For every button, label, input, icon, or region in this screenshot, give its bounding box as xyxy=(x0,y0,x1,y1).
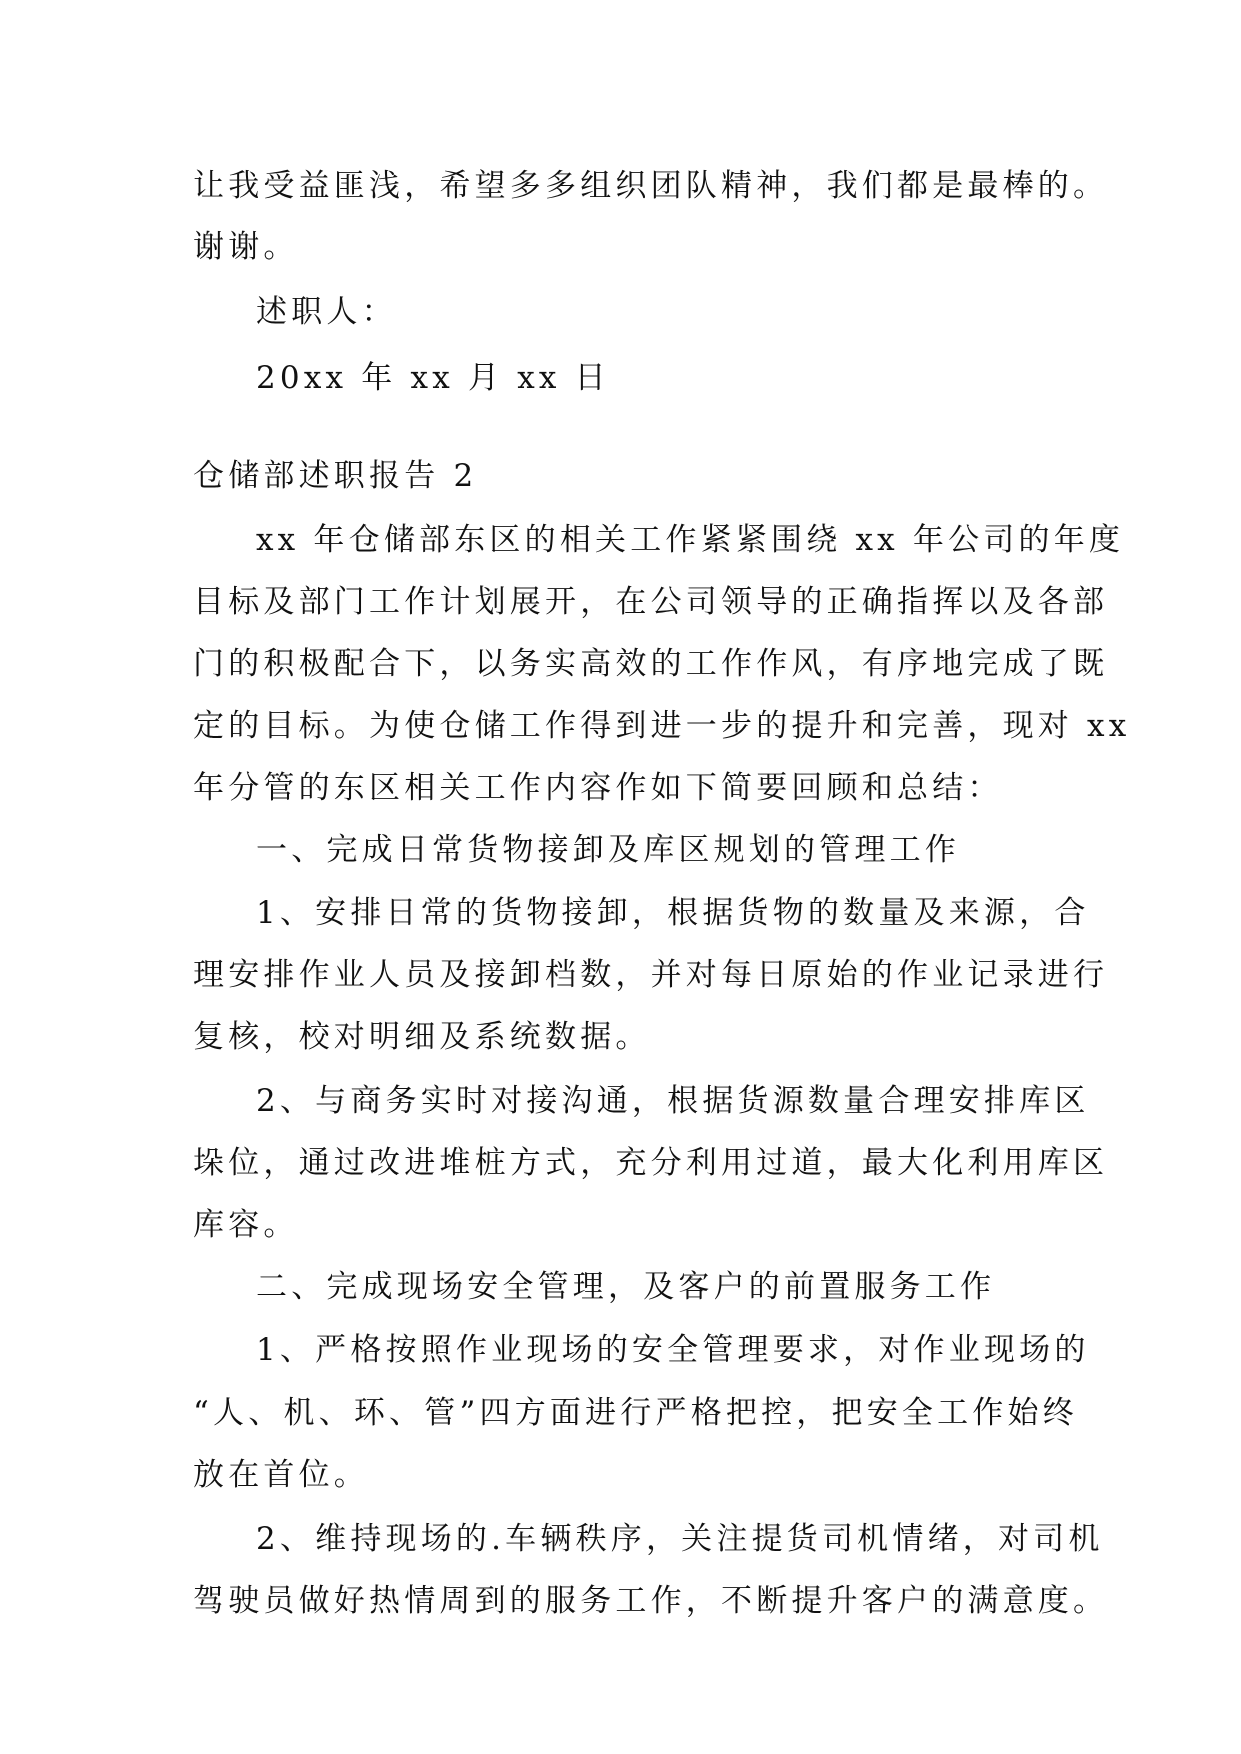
paragraph-line: 谢谢。 xyxy=(193,229,299,265)
heading-line: 一、完成日常货物接卸及库区规划的管理工作 xyxy=(256,832,960,868)
paragraph-line: 复核，校对明细及系统数据。 xyxy=(193,1019,651,1055)
signature-label: 述职人： xyxy=(256,294,397,330)
paragraph-line: 1、严格按照作业现场的安全管理要求，对作业现场的 xyxy=(256,1332,1090,1368)
paragraph-line: 垛位，通过改进堆桩方式，充分利用过道，最大化利用库区 xyxy=(193,1145,1109,1181)
section-title: 仓储部述职报告 2 xyxy=(193,458,478,494)
paragraph-line: 2、与商务实时对接沟通，根据货源数量合理安排库区 xyxy=(256,1083,1090,1119)
paragraph-line: 门的积极配合下，以务实高效的工作作风，有序地完成了既 xyxy=(193,646,1109,682)
paragraph-line: 年分管的东区相关工作内容作如下简要回顾和总结： xyxy=(193,770,1003,806)
paragraph-line: “人、机、环、管”四方面进行严格把控，把安全工作始终 xyxy=(193,1395,1078,1431)
heading-line: 二、完成现场安全管理，及客户的前置服务工作 xyxy=(256,1269,996,1305)
paragraph-line: 目标及部门工作计划展开，在公司领导的正确指挥以及各部 xyxy=(193,584,1109,620)
paragraph-line: 让我受益匪浅，希望多多组织团队精神，我们都是最棒的。 xyxy=(193,168,1109,204)
paragraph-line: xx 年仓储部东区的相关工作紧紧围绕 xx 年公司的年度 xyxy=(256,522,1125,558)
paragraph-line: 1、安排日常的货物接卸，根据货物的数量及来源，合 xyxy=(256,895,1090,931)
paragraph-line: 驾驶员做好热情周到的服务工作，不断提升客户的满意度。 xyxy=(193,1583,1109,1619)
paragraph-line: 放在首位。 xyxy=(193,1457,369,1493)
paragraph-line: 理安排作业人员及接卸档数，并对每日原始的作业记录进行 xyxy=(193,957,1109,993)
paragraph-line: 2、维持现场的.车辆秩序，关注提货司机情绪，对司机 xyxy=(256,1521,1104,1557)
paragraph-line: 定的目标。为使仓储工作得到进一步的提升和完善，现对 xx xyxy=(193,708,1131,744)
paragraph-line: 库容。 xyxy=(193,1207,299,1243)
date-line: 20xx 年 xx 月 xx 日 xyxy=(256,360,610,396)
